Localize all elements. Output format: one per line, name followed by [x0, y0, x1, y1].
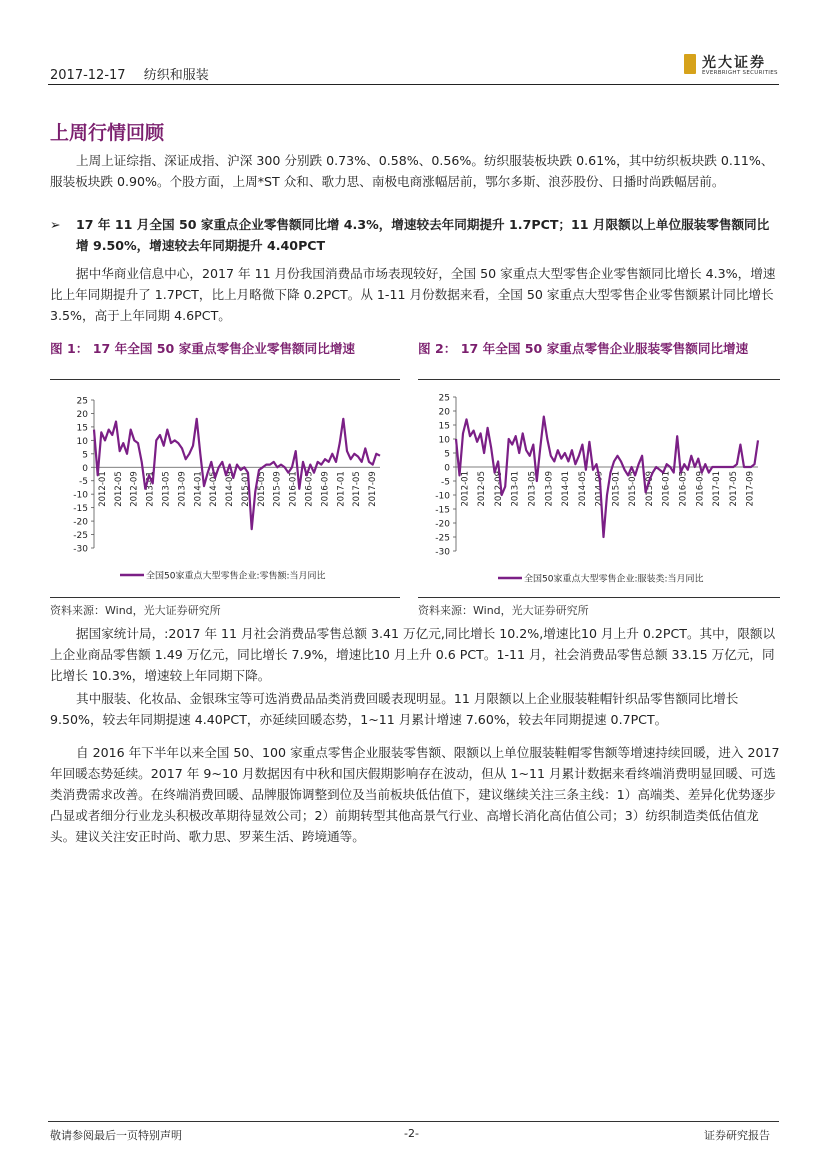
- y-tick-label: -30: [73, 544, 88, 555]
- y-tick-label: 20: [438, 407, 450, 418]
- x-tick-label: 2012-09: [493, 471, 504, 507]
- y-tick-label: -10: [73, 490, 88, 501]
- x-tick-label: 2012-01: [460, 471, 471, 507]
- x-tick-label: 2012-01: [97, 471, 108, 507]
- footer-divider: [48, 1121, 779, 1122]
- figure-1-title: 图 1： 17 年全国 50 家重点零售企业零售额同比增速: [50, 341, 356, 356]
- y-tick-label: 15: [76, 423, 88, 434]
- y-tick-label: 10: [438, 435, 450, 446]
- x-tick-label: 2015-05: [628, 471, 639, 507]
- figure-1-top-rule: [50, 379, 400, 380]
- x-tick-label: 2014-01: [561, 471, 572, 507]
- chart-2-apparel-sales-yoy: [418, 385, 780, 595]
- y-tick-label: 25: [76, 396, 88, 407]
- x-tick-label: 2013-05: [161, 471, 172, 507]
- x-tick-label: 2012-09: [129, 471, 140, 507]
- y-tick-label: 10: [76, 436, 88, 447]
- y-tick-label: 15: [438, 421, 450, 432]
- y-tick-label: 25: [438, 393, 450, 404]
- y-tick-label: -5: [79, 477, 88, 488]
- key-point-bullet: [50, 214, 780, 256]
- header-divider: [48, 84, 779, 85]
- x-tick-label: 2017-05: [728, 471, 739, 507]
- section-title: 上周行情回顾: [50, 122, 165, 144]
- figure-2-title: 图 2： 17 年全国 50 家重点零售企业服装零售额同比增速: [418, 341, 749, 356]
- footer-report-type: 证券研究报告: [704, 1129, 770, 1142]
- figure-1-source: 资料来源：Wind，光大证券研究所: [50, 604, 221, 617]
- y-tick-label: -20: [435, 519, 450, 530]
- y-tick-label: -15: [73, 504, 88, 515]
- report-sector: 纺织和服装: [143, 68, 209, 83]
- x-tick-label: 2015-09: [644, 471, 655, 507]
- x-tick-label: 2013-05: [527, 471, 538, 507]
- y-tick-label: -10: [435, 491, 450, 502]
- figure-2-source: 资料来源：Wind，光大证券研究所: [418, 604, 589, 617]
- y-tick-label: 5: [82, 450, 88, 461]
- y-tick-label: -25: [73, 531, 88, 542]
- x-tick-label: 2014-09: [225, 471, 236, 507]
- y-tick-label: -5: [441, 477, 450, 488]
- x-tick-label: 2013-01: [510, 471, 521, 507]
- paragraph-market-review: 上周上证综指、深证成指、沪深 300 分别跌 0.73%、0.58%、0.56%。纺织服装板块跌 0.61%，其中纺织板块跌 0.11%、服装板块跌 0.90%。个股方面，上周*ST 众和、歌力思、南极电商涨幅居前，鄂尔多斯、浪莎股份、日播时尚跌幅居前。: [50, 153, 774, 189]
- x-tick-label: 2016-09: [320, 471, 331, 507]
- x-tick-label: 2015-01: [611, 471, 622, 507]
- y-tick-label: 0: [444, 463, 450, 474]
- x-tick-label: 2014-05: [577, 471, 588, 507]
- paragraph-apparel-data: 其中服装、化妆品、金银珠宝等可选消费品品类消费回暖表现明显。11 月限额以上企业服装鞋帽针织品零售额同比增长 9.50%，较去年同期提速 4.40PCT，亦延续回暖态势，1~11 月累计增速 7.60%，较去年同期提速 0.7PCT。: [50, 691, 739, 727]
- logo-text-en: EVERBRIGHT SECURITIES: [702, 70, 778, 76]
- x-tick-label: 2013-09: [177, 471, 188, 507]
- header-line: [50, 64, 223, 83]
- x-tick-label: 2014-09: [594, 471, 605, 507]
- y-tick-label: 20: [76, 409, 88, 420]
- x-tick-label: 2017-09: [745, 471, 756, 507]
- legend-label: 全国50家重点大型零售企业:服装类:当月同比: [524, 574, 704, 585]
- x-tick-label: 2016-01: [661, 471, 672, 507]
- paragraph-nbs-data: 据国家统计局，:2017 年 11 月社会消费品零售总额 3.41 万亿元,同比增长 10.2%,增速比10 月上升 0.2PCT。其中，限额以上企业商品零售额 1.49 万亿元，同比增长 7.9%，增速比10 月上升 0.6 PCT。1-11 月，社会消费品零售总额 33.15 万亿元，同比增长 10.3%，增速较上年同期下降。: [50, 626, 776, 683]
- paragraph-investment-view: 自 2016 年下半年以来全国 50、100 家重点零售企业服装零售额、限额以上单位服装鞋帽零售额等增速持续回暖，进入 2017 年回暖态势延续。2017 年 9~10 月数据因有中秋和国庆假期影响存在波动，但从 1~11 月累计数据来看终端消费明显回暖、可选类消费需求改善。在终端消费回暖、品牌服饰调整到位及当前板块低估值下，建议继续关注三条主线：1）高端类、差异化优势逐步凸显或者细分行业龙头积极改革期待显效公司；2）前期转型其他高景气行业、高增长消化高估值公司；3）纺织制造类低估值龙头。建议关注安正时尚、歌力思、罗莱生活、跨境通等。: [50, 745, 780, 844]
- paragraph-retail-data: 据中华商业信息中心，2017 年 11 月份我国消费品市场表现较好，全国 50 家重点大型零售企业零售额同比增长 4.3%，增速比上年同期提升了 1.7PCT，比上月略微下降 0.2PCT。从 1-11 月份数据来看，全国 50 家重点大型零售企业零售额累计同比增长 3.5%，高于上年同期 4.6PCT。: [50, 266, 776, 323]
- y-tick-label: 0: [82, 463, 88, 474]
- x-tick-label: 2013-09: [544, 471, 555, 507]
- x-tick-label: 2017-01: [712, 471, 723, 507]
- key-point-text: 17 年 11 月全国 50 家重点企业零售额同比增 4.3%，增速较去年同期提升 1.7PCT；11 月限额以上单位服装零售额同比增 9.50%，增速较去年同期提升 4.40PCT: [76, 217, 770, 253]
- x-tick-label: 2015-09: [272, 471, 283, 507]
- x-tick-label: 2013-01: [145, 471, 156, 507]
- chart-1-retail-sales-yoy: [50, 385, 400, 595]
- x-tick-label: 2012-05: [477, 471, 488, 507]
- x-tick-label: 2012-05: [113, 471, 124, 507]
- x-tick-label: 2014-05: [209, 471, 220, 507]
- page-number: -2-: [404, 1127, 419, 1140]
- figure-2-top-rule: [418, 379, 780, 380]
- x-tick-label: 2017-05: [352, 471, 363, 507]
- x-tick-label: 2016-09: [695, 471, 706, 507]
- x-tick-label: 2016-01: [288, 471, 299, 507]
- figure-2-bottom-rule: [418, 597, 780, 598]
- y-tick-label: -15: [435, 505, 450, 516]
- x-tick-label: 2017-01: [336, 471, 347, 507]
- y-tick-label: -30: [435, 547, 450, 558]
- figure-1-bottom-rule: [50, 597, 400, 598]
- logo-mark-icon: [684, 54, 696, 74]
- company-logo: [684, 50, 779, 80]
- x-tick-label: 2015-01: [240, 471, 251, 507]
- x-tick-label: 2016-05: [678, 471, 689, 507]
- y-tick-label: -20: [73, 517, 88, 528]
- x-tick-label: 2015-05: [256, 471, 267, 507]
- bullet-arrow-icon: ➢: [50, 217, 61, 232]
- x-tick-label: 2014-01: [193, 471, 204, 507]
- x-tick-label: 2016-05: [304, 471, 315, 507]
- footer-disclaimer: 敬请参阅最后一页特别声明: [50, 1129, 182, 1142]
- report-date: 2017-12-17: [50, 68, 126, 83]
- y-tick-label: 5: [444, 449, 450, 460]
- x-tick-label: 2017-09: [368, 471, 379, 507]
- logo-text-cn: 光大证券: [702, 55, 766, 71]
- y-tick-label: -25: [435, 533, 450, 544]
- legend-label: 全国50家重点大型零售企业:零售额:当月同比: [146, 571, 326, 582]
